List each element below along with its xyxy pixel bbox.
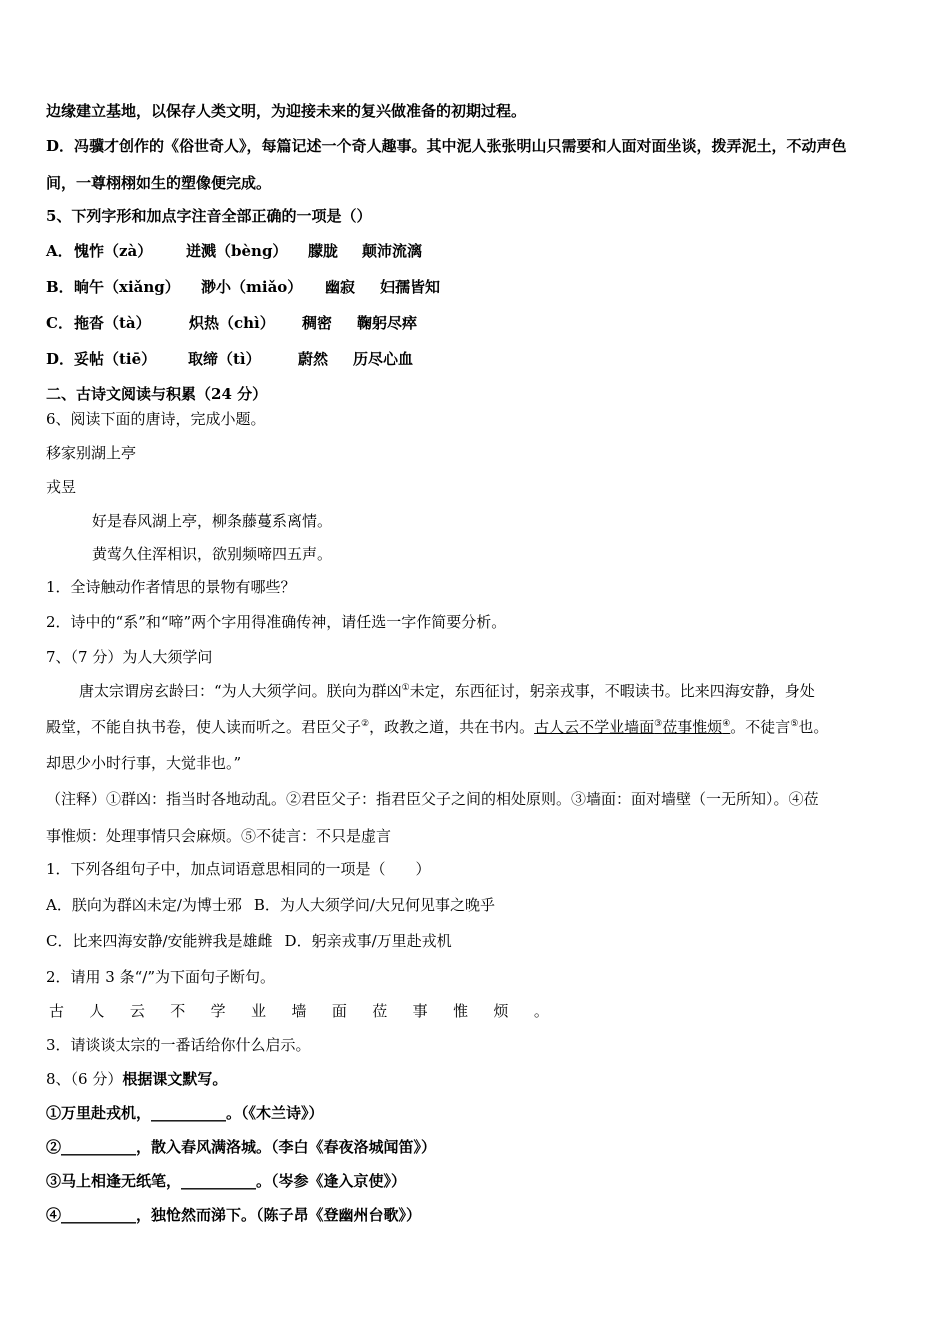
option-word: 妥帖（tiē） — [74, 350, 157, 368]
passage-text: 也。 — [798, 718, 829, 736]
option-label: B． — [46, 278, 74, 296]
option-b: B．为人大须学问/大兄何见事之晚乎 — [253, 896, 495, 914]
q4-option-d-line1: D．冯骥才创作的《俗世奇人》，每篇记述一个奇人趣事。其中泥人张张明山只需要和人面对面坐谈，拨弄泥土，不动声色 — [46, 137, 847, 155]
option-label: A． — [46, 242, 73, 260]
option-label: D． — [46, 350, 75, 368]
sentence-char: 云 — [129, 1002, 145, 1020]
dictation-line-4: ④__________，独怆然而涕下。（陈子昂《登幽州台歌》） — [46, 1206, 422, 1224]
section2-title: 二、古诗文阅读与积累（24 分） — [46, 385, 268, 403]
option-word: 迸溅（bèng） — [186, 242, 288, 260]
q7-sub1: 1．下列各组句子中，加点词语意思相同的一项是（ ） — [46, 860, 431, 878]
q7-notes-line2: 事惟烦：处理事情只会麻烦。⑤不徒言：不只是虚言 — [46, 827, 392, 845]
sentence-char: 莅 — [372, 1002, 388, 1020]
option-word: 愧怍（zà） — [74, 242, 153, 260]
q6-stem: 6、阅读下面的唐诗，完成小题。 — [46, 410, 266, 428]
option-word: 取缔（tì） — [188, 350, 261, 368]
q5-option-a — [46, 241, 904, 261]
option-label: C． — [46, 314, 73, 332]
option-word: 幽寂 — [325, 278, 356, 296]
option-a: A．朕向为群凶未定/为博士邪 — [46, 896, 242, 914]
q8-stem — [46, 1069, 904, 1089]
underlined-sentence — [534, 718, 730, 736]
poem-verse-2: 黄莺久住浑相识，欲别频啼四五声。 — [92, 545, 333, 563]
sentence-char: 不 — [170, 1002, 186, 1020]
passage-text: 未定，东西征讨，躬亲戎事，不暇读书。比来四海安静，身处 — [409, 682, 815, 700]
q8-number: 8、（6 分） — [46, 1070, 123, 1088]
q4-option-c-tail: 边缘建立基地，以保存人类文明，为迎接未来的复兴做准备的初期过程。 — [46, 102, 527, 120]
poet-name: 戎昱 — [46, 478, 77, 496]
option-c: C．比来四海安静/安能辨我是雄雌 — [46, 932, 273, 950]
dictation-line-1: ①万里赴戎机，__________。（《木兰诗》） — [46, 1104, 324, 1122]
q7-sub2: 2．请用 3 条“/”为下面句子断句。 — [46, 968, 276, 986]
option-word: 炽热（chì） — [189, 314, 275, 332]
q4-option-d-line2: 间，一尊栩栩如生的塑像便完成。 — [46, 174, 272, 192]
q7-passage-line2 — [46, 717, 904, 737]
sentence-char: 墙 — [291, 1002, 307, 1020]
footnote-marker: ① — [401, 683, 410, 693]
footnote-marker: ⑤ — [790, 719, 799, 729]
option-word: 蔚然 — [298, 350, 329, 368]
q7-passage-line3: 却思少小时行事，大觉非也。” — [46, 754, 242, 772]
dictation-line-3: ③马上相逢无纸笔，__________。（岑参《逢入京使》） — [46, 1172, 407, 1190]
option-word: 妇孺皆知 — [380, 278, 441, 296]
option-word: 拖沓（tà） — [74, 314, 151, 332]
footnote-marker: ④ — [722, 719, 731, 729]
sentence-char: 面 — [331, 1002, 347, 1020]
passage-text: 殿堂，不能自执书卷，使人读而听之。君臣父子 — [46, 718, 362, 736]
q6-sub1: 1．全诗触动作者情思的景物有哪些？ — [46, 578, 296, 596]
poem-verse-1: 好是春风湖上亭，柳条藤蔓系离情。 — [92, 512, 333, 530]
footnote-marker: ② — [361, 719, 370, 729]
sentence-char: 学 — [210, 1002, 226, 1020]
q5-option-c — [46, 313, 904, 333]
passage-text: 莅事惟烦 — [662, 718, 723, 736]
passage-text: 。不徒言 — [730, 718, 791, 736]
q6-sub2: 2．诗中的“系”和“啼”两个字用得准确传神，请任选一字作简要分析。 — [46, 613, 507, 631]
dictation-line-2: ②__________，散入春风满洛城。（李白《春夜洛城闻笛》） — [46, 1138, 437, 1156]
poem-title: 移家别湖上亭 — [46, 444, 137, 462]
q8-instruction: 根据课文默写。 — [122, 1070, 228, 1088]
sentence-char: 事 — [412, 1002, 428, 1020]
option-word: 稠密 — [302, 314, 333, 332]
sentence-char: 惟 — [453, 1002, 469, 1020]
q7-sub1-options-cd — [46, 931, 904, 951]
option-word: 鞠躬尽瘁 — [357, 314, 418, 332]
q7-sub3: 3．请谈谈太宗的一番话给你什么启示。 — [46, 1036, 311, 1054]
sentence-to-punctuate — [46, 1001, 549, 1021]
option-word: 颠沛流漓 — [362, 242, 423, 260]
q7-notes-line1: （注释）①群凶：指当时各地动乱。②君臣父子：指君臣父子之间的相处原则。③墙面：面对墙壁（一无所知）。④莅 — [46, 790, 819, 808]
sentence-char: 烦 — [493, 1002, 509, 1020]
option-word: 渺小（miǎo） — [201, 278, 303, 296]
passage-text: 唐太宗谓房玄龄曰：“为人大须学问。朕向为群凶 — [79, 682, 402, 700]
option-word: 历尽心血 — [353, 350, 414, 368]
q5-option-b — [46, 277, 904, 297]
passage-text: 古人云不学业墙面 — [534, 718, 655, 736]
option-d: D．躬亲戎事/万里赴戎机 — [284, 932, 452, 950]
q7-stem: 7、（7 分）为人大须学问 — [46, 648, 213, 666]
q7-passage-line1 — [46, 681, 904, 701]
option-word: 朦胧 — [308, 242, 339, 260]
sentence-char: 人 — [89, 1002, 105, 1020]
option-word: 晌午（xiǎng） — [74, 278, 180, 296]
sentence-char: 。 — [533, 1002, 549, 1020]
q5-stem: 5、下列字形和加点字注音全部正确的一项是（） — [46, 207, 372, 225]
sentence-char: 业 — [251, 1002, 267, 1020]
q7-sub1-options-ab — [46, 895, 904, 915]
q5-option-d — [46, 349, 904, 369]
footnote-marker: ③ — [654, 719, 663, 729]
sentence-char: 古 — [49, 1002, 65, 1020]
passage-text: ，政教之道，共在书内。 — [369, 718, 535, 736]
